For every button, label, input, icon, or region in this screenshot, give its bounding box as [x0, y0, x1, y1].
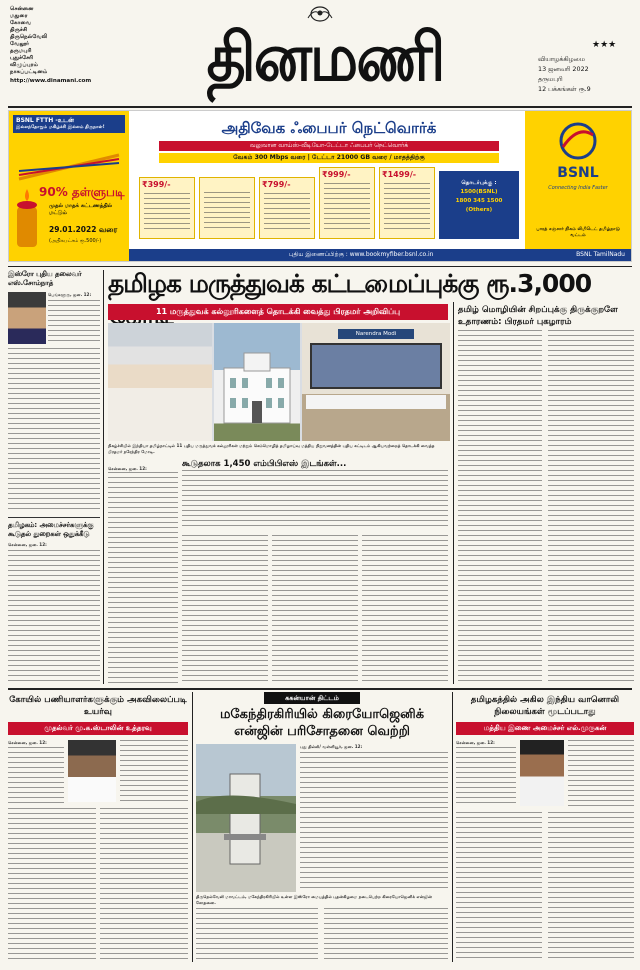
bsnl-tagline: Connecting India Faster: [548, 185, 608, 191]
article-dateline: சென்னை, ஜன. 12:: [8, 740, 47, 745]
ad-deadline: 29.01.2022 வரை: [49, 225, 118, 234]
bottom-center-caption: திருநெல்வேலி மாவட்டம், மகேந்திரகிரியில் உள்ள இஸ்ரோ மையத்தில் புதன்கிழமை நடைபெற்ற கிரையோஜெனிக் என்ஜின் சோதனை.: [196, 894, 433, 905]
article-dateline: பெங்களூரு, ஜன. 12:: [48, 292, 92, 297]
bottom-kicker: ககன்யான் திட்டம்: [264, 692, 360, 704]
main-photo-caption: நிகழ்ச்சியில் இந்தியா தமிழ்நாட்டில் 11 புதிய மருத்துவக் கல்லூரிகள் மற்றும் செம்மொழித் தமிழாய்வு மத்திய நிறுவனத்தின் புதிய கட்டிடம் ஆகியவற்றைத் தொடக்கி வைத்த பிரதமர் நரேந்திர மோடி.: [108, 443, 435, 454]
ad-offer-title: BSNL FTTH -உடன் இல்லந்தோறும் மகிழ்ச்சி இல்லம் திருநாள்!: [13, 115, 125, 133]
plan-price: ₹799/-: [262, 180, 291, 189]
issue-date: 13 ஜனவரி 2022: [538, 65, 589, 73]
plan-price: ₹399/-: [142, 180, 171, 189]
article-body: [48, 300, 100, 344]
edition-city: சென்னை: [10, 6, 34, 12]
article-body: [458, 330, 542, 684]
ad-contact-box[interactable]: [439, 171, 519, 239]
college-building-photo: [214, 323, 300, 441]
article-title[interactable]: தமிழகம்: அமைச்சர்களுக்கு கூடுதல் துறைகள் ஒதுக்கீடு: [8, 521, 94, 538]
bsnl-circle: பாரத் சஞ்சார் நிகம் லிமிடெட் தமிழ்நாடு வட்டம்: [536, 227, 620, 238]
article-body: [568, 740, 634, 806]
main-box-body: [182, 470, 448, 530]
article-body: [456, 747, 516, 807]
pm-photo: [108, 323, 212, 441]
edition-city: மதுரை: [10, 13, 28, 19]
ad-divider: [8, 266, 632, 267]
article-body: [456, 812, 542, 960]
plan-card[interactable]: [319, 167, 375, 239]
edition-city-name: தருமபுரி: [538, 75, 563, 83]
main-subhead: 11 மருத்துவக் கல்லூரிகளைத் தொடக்கி வைத்து பிரதமர் அறிவிப்பு: [108, 304, 448, 320]
article-body: [8, 348, 100, 513]
article-dateline: சென்னை, ஜன. 12:: [456, 740, 495, 745]
edition-info: [538, 54, 634, 94]
edition-city: தருமபுரி: [10, 48, 32, 54]
article-body: [120, 740, 188, 802]
article-body: [548, 812, 634, 960]
website-url[interactable]: http://www.dinamani.com: [10, 78, 92, 84]
bottom-right-title[interactable]: தமிழகத்தில் அகில இந்திய வானொலி நிலையங்கள் மூடப்படாது: [470, 695, 620, 717]
minister-photo: [520, 740, 564, 806]
article-title[interactable]: இஸ்ரோ புதிய தலைவர் எஸ்.சோம்நாத்: [8, 270, 82, 287]
main-headline[interactable]: தமிழக மருத்துவக் கட்டமைப்புக்கு ரூ.3,000: [108, 269, 592, 298]
edition-city: நாகப்பட்டினம்: [10, 69, 48, 75]
main-dateline: சென்னை, ஜன. 12:: [108, 466, 147, 471]
left-column: [8, 270, 100, 685]
bsnl-advertisement[interactable]: [8, 110, 632, 262]
bottom-left-title[interactable]: கோயில் பணியாளர்களுக்கும் அகவிலைப்படி உயர்வு: [9, 695, 187, 717]
plan-card[interactable]: [199, 177, 255, 239]
bottom-right-bar: மத்திய இணை அமைச்சர் எல்.முருகன்: [456, 722, 634, 735]
column-divider: [8, 517, 100, 518]
plan-price: ₹1499/-: [382, 170, 417, 179]
masthead-title[interactable]: தினமணி: [206, 19, 444, 97]
isro-test-photo[interactable]: [196, 744, 296, 892]
edition-city: விழுப்புரம்: [10, 62, 39, 68]
main-body-col: [182, 535, 268, 684]
column-rule: [453, 302, 454, 684]
edition-city: வேலூர்: [10, 41, 30, 47]
ad-diya-graphic: [13, 187, 41, 251]
edition-city: திருநெல்வேலி: [10, 34, 48, 40]
main-body-col: [108, 472, 178, 684]
article-body: [8, 550, 100, 682]
video-label: Narendra Modi: [338, 329, 414, 339]
right-article-title[interactable]: தமிழ் மொழியின் சிறப்புக்கு திருக்குறளே உதாரணம்: பிரதமர் புகழாரம்: [458, 305, 618, 327]
masthead-divider: [8, 106, 632, 108]
conference-screen: [310, 343, 442, 389]
main-body-col: [272, 535, 358, 684]
plan-card[interactable]: [259, 177, 315, 239]
article-body: [8, 808, 96, 960]
column-rule: [452, 692, 453, 962]
edition-city: புதுச்சேரி: [10, 55, 34, 61]
article-body: [300, 752, 448, 892]
main-photo-collage[interactable]: [108, 323, 450, 441]
article-body: [196, 908, 318, 960]
main-box-title: கூடுதலாக 1,450 எம்பிபிஎஸ் இடங்கள்...: [182, 459, 347, 469]
ad-booking-url[interactable]: புதிய இணைப்பிற்கு : www.bookmyfiber.bsnl.co.in: [289, 251, 434, 258]
bsnl-brand-name: BSNL: [557, 165, 599, 181]
ad-brand-panel: [525, 111, 631, 249]
column-rule: [192, 692, 193, 962]
issue-day: வியாழக்கிழமை: [538, 55, 585, 63]
author-photo: [8, 292, 46, 344]
plan-card[interactable]: [379, 167, 435, 239]
article-dateline: சென்னை, ஜன. 12:: [8, 542, 47, 547]
conference-table: [306, 395, 446, 409]
bottom-center-title[interactable]: மகேந்திரகிரியில் கிரையோஜெனிக் என்ஜின் பரிசோதனை வெற்றி: [219, 707, 425, 739]
ad-brand-handle[interactable]: BSNL TamilNadu: [576, 251, 625, 258]
edition-city: திருச்சி: [10, 27, 28, 33]
contact-number: 1800 345 1500 (Others): [455, 198, 503, 213]
article-body: [100, 808, 188, 960]
contact-number: 1500(BSNL): [460, 189, 498, 195]
section-divider: [8, 688, 632, 690]
plan-price: ₹999/-: [322, 170, 351, 179]
ad-max-note: (அதிகபட்சம் ரூ.500/-): [49, 238, 102, 244]
plan-card[interactable]: [139, 177, 195, 239]
ad-banner-sub: வலுவான வாய்ஸ்-வீடியோ-டேட்டா ஃபைபர் நெட்வொர்க்: [159, 141, 499, 151]
main-body-col: [362, 535, 448, 684]
ad-plan-cards: [139, 167, 519, 245]
bottom-left-bar: முதல்வர் மு.க.ஸ்டாலின் உத்தரவு: [8, 722, 188, 735]
pages-price: 12 பக்கங்கள் ரூ.9: [538, 85, 591, 93]
ad-offer-panel: [9, 111, 129, 261]
ad-discount: 90% தள்ளுபடி: [39, 185, 125, 199]
edition-city: கோவை: [10, 20, 32, 26]
video-conference-photo: [302, 323, 450, 441]
bsnl-logo-icon: [553, 121, 603, 161]
ad-banner-title: அதிவேக ஃபைபர் நெட்வொர்க்: [221, 119, 437, 137]
edition-city-list: [10, 6, 92, 85]
bottom-center-dateline: புது தில்லி/ வள்ளியூர், ஜன. 12:: [300, 744, 363, 749]
article-body: [324, 908, 448, 960]
cm-photo: [68, 740, 116, 802]
article-body: [548, 330, 634, 684]
article-body: [8, 747, 64, 803]
ad-lamp-graphic: [15, 151, 123, 181]
edition-stars: ★★★: [592, 40, 617, 50]
ad-discount-note: முதல் மாதக் கட்டணத்தில் மட்டும்: [49, 203, 113, 216]
ad-speed-line: வேகம் 300 Mbps வரை | டேட்டா 21000 GB வரை / மாதத்திற்கு: [159, 153, 499, 163]
ad-booking-strip: [129, 249, 631, 261]
contact-label: தொடர்புக்கு :: [461, 180, 497, 186]
column-rule: [103, 270, 104, 684]
